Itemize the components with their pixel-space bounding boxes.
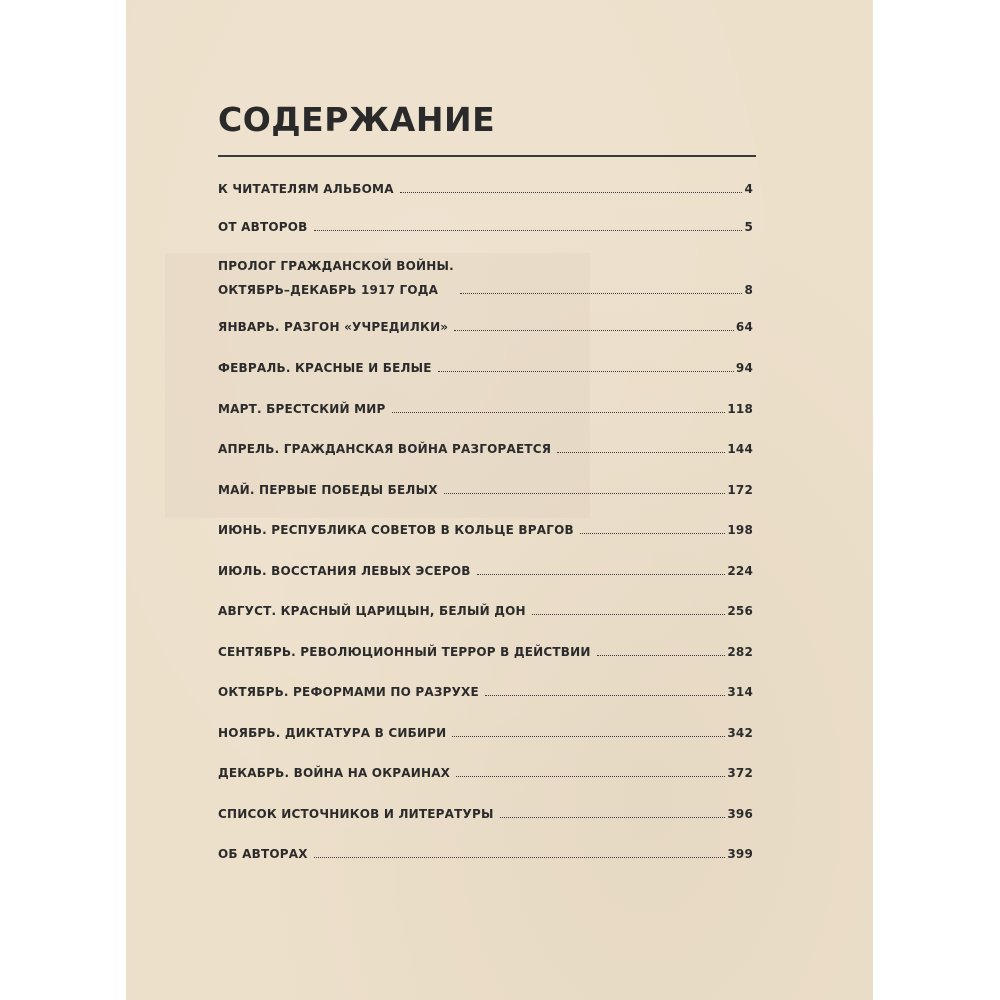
toc-entry-page: 256: [727, 604, 753, 618]
dot-leader: [485, 695, 725, 696]
toc-entry: [218, 442, 753, 456]
toc-entry-title: МАРТ. БРЕСТСКИЙ МИР: [218, 402, 386, 416]
dot-leader: [456, 776, 725, 777]
toc-entry-title: НОЯБРЬ. ДИКТАТУРА В СИБИРИ: [218, 726, 447, 740]
toc-entry-title: ДЕКАБРЬ. ВОЙНА НА ОКРАИНАХ: [218, 766, 451, 780]
toc-entry-title: ФЕВРАЛЬ. КРАСНЫЕ И БЕЛЫЕ: [218, 361, 432, 375]
toc-entry-page: 118: [727, 402, 753, 416]
toc-entry-title: АВГУСТ. КРАСНЫЙ ЦАРИЦЫН, БЕЛЫЙ ДОН: [218, 604, 526, 618]
toc-entry-page: 64: [735, 320, 753, 334]
toc-entry-page: 396: [727, 807, 753, 821]
dot-leader: [452, 736, 725, 737]
dot-leader: [314, 230, 743, 231]
toc-entry: [218, 220, 753, 234]
toc-entry-title: АПРЕЛЬ. ГРАЖДАНСКАЯ ВОЙНА РАЗГОРАЕТСЯ: [218, 442, 552, 456]
toc-entry-page: 198: [727, 523, 753, 537]
toc-entry-title: ИЮЛЬ. ВОССТАНИЯ ЛЕВЫХ ЭСЕРОВ: [218, 564, 471, 578]
toc-entry-page: 342: [727, 726, 753, 740]
toc-entry-title: ОБ АВТОРАХ: [218, 847, 308, 861]
toc-entry: [218, 564, 753, 578]
toc-entry-page: 144: [727, 442, 753, 456]
toc-entry-title: ОКТЯБРЬ. РЕФОРМАМИ ПО РАЗРУХЕ: [218, 685, 479, 699]
toc-entry-page: 94: [735, 361, 753, 375]
dot-leader: [597, 655, 726, 656]
toc-entry: [218, 685, 753, 699]
toc-entry-page: 8: [744, 283, 753, 297]
toc-entry: [218, 807, 753, 821]
toc-entry: [218, 766, 753, 780]
dot-leader: [500, 817, 726, 818]
toc-entry-title: К ЧИТАТЕЛЯМ АЛЬБОМА: [218, 182, 394, 196]
toc-entry-title: ЯНВАРЬ. РАЗГОН «УЧРЕДИЛКИ»: [218, 320, 449, 334]
toc-entry: [218, 523, 753, 537]
dot-leader: [314, 857, 726, 858]
dot-leader: [460, 293, 743, 294]
dot-leader: [454, 330, 734, 331]
toc-entry-title: СЕНТЯБРЬ. РЕВОЛЮЦИОННЫЙ ТЕРРОР В ДЕЙСТВИИ: [218, 645, 591, 659]
title-divider: [218, 155, 756, 157]
dot-leader: [477, 574, 726, 575]
toc-entry-page: 399: [727, 847, 753, 861]
toc-entry: [218, 645, 753, 659]
toc-entry-title: МАЙ. ПЕРВЫЕ ПОБЕДЫ БЕЛЫХ: [218, 483, 438, 497]
toc-entry: [218, 402, 753, 416]
toc-entry: [218, 182, 753, 196]
dot-leader: [532, 614, 726, 615]
toc-entry-page: 4: [744, 182, 753, 196]
toc-entry: [218, 726, 753, 740]
toc-entry-title: СПИСОК ИСТОЧНИКОВ И ЛИТЕРАТУРЫ: [218, 807, 494, 821]
toc-entry-page: 224: [727, 564, 753, 578]
toc-entry-title: ОТ АВТОРОВ: [218, 220, 308, 234]
dot-leader: [557, 452, 725, 453]
toc-entry: [218, 483, 753, 497]
toc-entry-page: 282: [727, 645, 753, 659]
dot-leader: [444, 493, 726, 494]
toc-entry: [218, 847, 753, 861]
toc-entry-page: 314: [727, 685, 753, 699]
toc-entry-page: 372: [727, 766, 753, 780]
toc-entry-title-line1: ПРОЛОГ ГРАЖДАНСКОЙ ВОЙНЫ.: [218, 259, 454, 273]
toc-entry: [218, 361, 753, 375]
dot-leader: [400, 192, 743, 193]
toc-entry: [218, 259, 753, 297]
toc-entry-title-line2: ОКТЯБРЬ–ДЕКАБРЬ 1917 ГОДА: [218, 283, 439, 297]
toc-entry-page: 5: [744, 220, 753, 234]
toc-entry-page: 172: [727, 483, 753, 497]
dot-leader: [580, 533, 726, 534]
page-title: СОДЕРЖАНИЕ: [218, 100, 496, 139]
toc-entry: [218, 604, 753, 618]
toc-entry-title: [218, 259, 454, 297]
toc-entry: [218, 320, 753, 334]
dot-leader: [392, 412, 726, 413]
toc-entry-title: ИЮНЬ. РЕСПУБЛИКА СОВЕТОВ В КОЛЬЦЕ ВРАГОВ: [218, 523, 574, 537]
dot-leader: [438, 371, 734, 372]
